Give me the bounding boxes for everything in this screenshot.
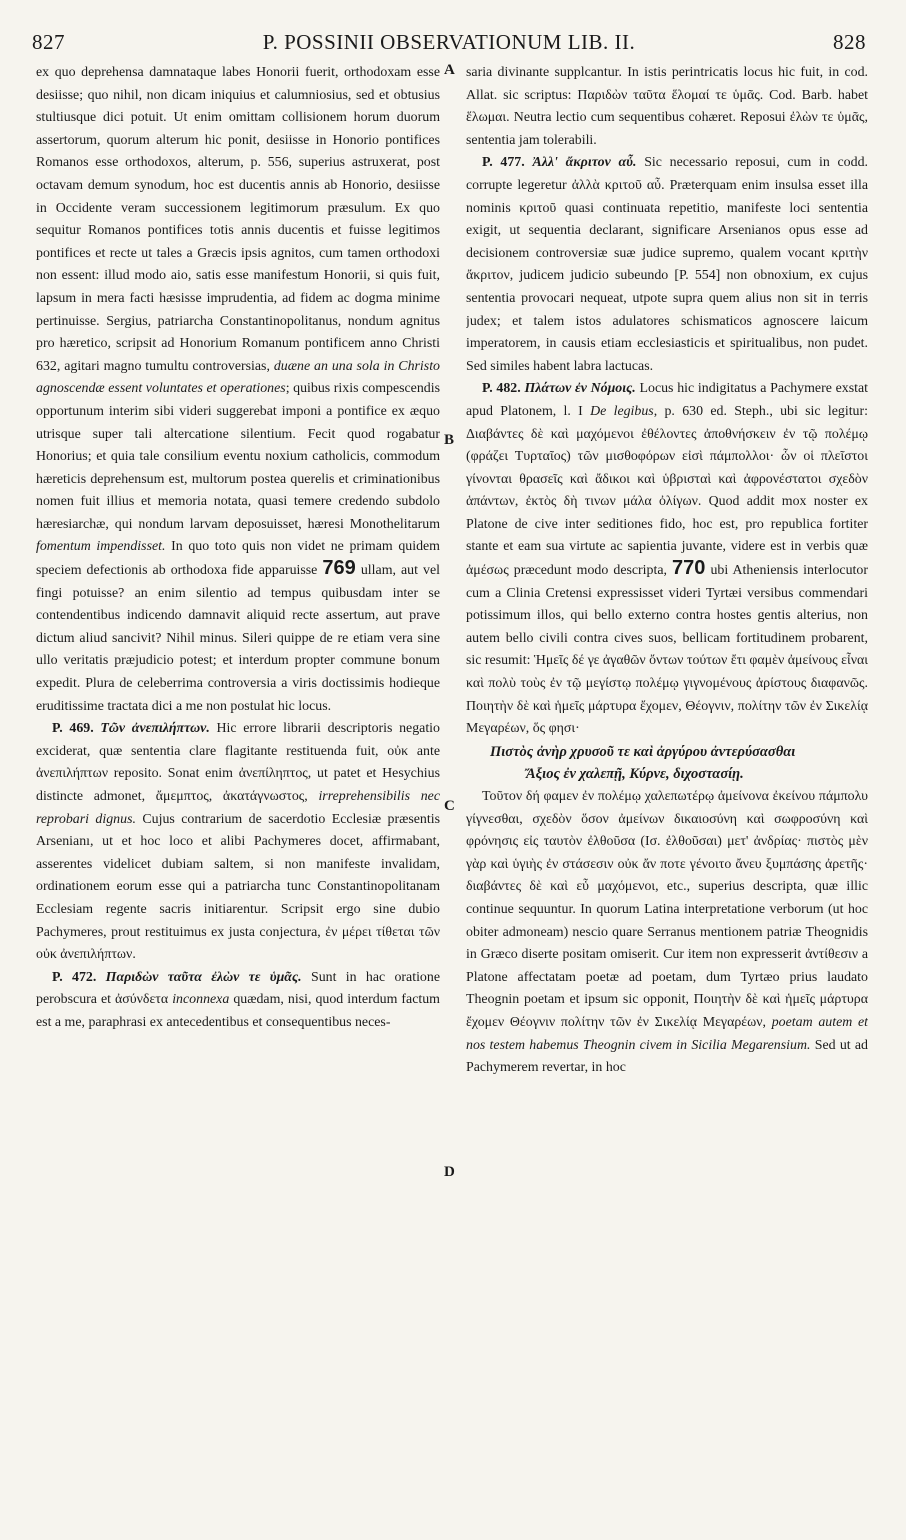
verse-line-1: Πιστὸς ἀνὴρ χρυσοῦ τε καὶ ἀργύρου ἀντερύσασθαι bbox=[490, 743, 796, 760]
page-reference: P. 477. bbox=[482, 155, 525, 171]
right-paragraph-1: saria divinante supplcantur. In istis perintricatis locus hic fuit, in cod. Allat. sic scriptus: Παριδὼν ταῦτα ἕλομαί τε ὑμᾶς. Cod. Barb. habet ἕλωμαι. Neutra lectio cum sequentibus cohæret. Reposui ἐλὼν τε ὑμᾶς, sententia jam tolerabili. bbox=[466, 65, 868, 148]
lemma: Τῶν ἀνεπιλήπτων. bbox=[100, 721, 210, 737]
italic-phrase: irreprehensibilis nec reprobari dignus. bbox=[36, 789, 440, 827]
margin-marker-b: B bbox=[444, 432, 455, 448]
left-paragraph-3: P. 472. Παριδὼν ταῦτα ἐλὼν τε ὑμᾶς. Sunt in hac oratione perobscura et ἀσύνδετα inconnexa quædam, nisi, quod interdum factum est a me, paraphrasi ex antecedentibus et consequentibus neces- bbox=[36, 969, 440, 1030]
lemma: Παριδὼν ταῦτα ἐλὼν τε ὑμᾶς. bbox=[105, 969, 302, 985]
italic-phrase: fomentum impendisset. bbox=[36, 539, 166, 555]
page-reference: P. 472. bbox=[52, 969, 97, 985]
left-paragraph-2: P. 469. Τῶν ἀνεπιλήπτων. Hic errore librarii descriptoris negatio exciderat, quæ sententia clare flagitante restituenda fuit, οὐκ ante ἀνεπιλήπτων reposito. Sonat enim ἀνεπίληπτος, ut patet et Hesychius distincte admonet, ἄμεμπτος, ἀκατάγνωστος, irreprehensibilis nec reprobari dignus. Cujus contrarium de sacerdotio Ecclesiæ præsentis Arsenianı, ut et hoc loco et alibi Pachymeres docet, affirmabant, asserentes videlicet dubiam saltem, si non manifeste invalidam, ordinationem eorum esse qui a patriarcha tunc Constantinopolitanam Ecclesiam regente sacris initiarentur. Scripsit ergo sine dubio Pachymeres, prout restituimus ex justa conjectura, ἐν μέρει τίθεται τῶν οὐκ ἀνεπιλήπτων. bbox=[36, 721, 440, 963]
edition-page-number: 770 bbox=[672, 557, 706, 580]
page-reference: P. 482. bbox=[482, 381, 521, 397]
left-paragraph-1: ex quo deprehensa damnataque labes Honorii fuerit, orthodoxam esse desiisse; quo nihil, non dicam iniquius et calumniosius, sed et obtusius stultiusque dici potuit. Ut enim omittam collisionem horum duorum assertorum, quorum alterum hic ponit, desiisse in Honorio pontifices Romanos esse orthodoxos, alterum, p. 556, superius astruxerat, post octavam demum synodum, hoc est ducentis annis ab Honorio, desiisse in Occidente veram successionem legitimorum præsulum. Ex quo sequitur Romanos pontifices totis annis ducentis et fuisse legitimos pontifices et recte ut tales a Græcis ipsis agnitos, cum tamen orthodoxi non essent: illud modo aio, satis esse manifestum Honorii, si quis fuit, lapsum in mera facti hæsisse imprudentia, ad fidem ac dogma minime pertinuisse. Sergius, patriarcha Constantinopolitanus, nondum agnitus pro hæretico, scripsit ad Honorium Romanum pontificem anno Christi 632, agitari magno tumultu controversias, duæne an una sola in Christo agnoscendæ essent voluntates et operationes; quibus rixis compescendis opportunum interim sibi videri suggerebat imponi a pontifice ex æquo utrisque super tali altercatione silentium. Fecit quod rogabatur Honorius; et quia tale consilium eventu noxium catholicis, commodum hæreticis deprehensum est, multorum postea querelis et criminationibus nomen fuit illius et memoria notata, quasi temere credendo subdolo hæresiarchæ, qui nondum larvam deposuisset, hæresi Monothelitarum fomentum impendisset. In quo toto quis non videt ne primam quidem speciem defectionis ab orthodoxa fide apparuisse 769 ullam, aut vel fingi potuisse? an enim silentio ad tempus quibusdam inter se contendentibus indicendo damnavit aliquid recte assertum, aut prave dictum aliud sancivit? Nihil minus. Sileri quippe de re etiam vera sine ullo veritatis præjudicio potest; et interdum propter commune bonum expedit. Plura de celeberrima controversia a viris doctissimis hodieque eruditissime tractata dici a me non postulat hic locus. bbox=[36, 65, 440, 714]
right-paragraph-2: P. 477. Ἀλλ' ἄκριτον αὖ. Sic necessario reposui, cum in codd. corrupte legeretur ἀλλὰ κριτοῦ αὖ. Præterquam enim insulsa esset illa nominis κριτοῦ quasi continuata repetitio, manifeste loci sententia exigit, ut sequentia declarant, significare Arsenianos opus esse ad decisionem controversiæ suæ judice supremo, qualem vocant κριτὴν ἄκριτον, judicem judicio subeundo [P. 554] non obnoxium, ex cujus sententia provocari nequeat, utpote supra quem alius non sit in terris judex; et talem istos adulatores schismaticos agnoscere laicum imperatorem, in causis etiam ecclesiasticis et spiritualibus, non pudet. Sed similes habent labra lactucas. bbox=[466, 155, 868, 374]
edition-page-number: 769 bbox=[322, 557, 356, 580]
right-paragraph-3: P. 482. Πλάτων ἐν Νόμοις. Locus hic indigitatus a Pachymere exstat apud Platonem, l. I De legibus, p. 630 ed. Steph., ubi sic legitur: Διαβάντες δὲ καὶ μαχόμενοι ἐθέλοντες ἀποθνήσκειν ἐν τῷ πολέμῳ (φράζει Τυρταῖος) τῶν μισθοφόρων εἰσὶ πάμπολλοι· ὧν οἱ πλεῖστοι γίνονται θρασεῖς καὶ ἄδικοι καὶ ὑβρισταὶ καὶ ἀφρονέστατοι σχεδὸν ἁπάντων, ἐκτὸς δὴ τινων μάλα ὀλίγων. Quod addit mox noster ex Platone de cive inter seditiones fido, hoc est, pro republica fortiter stante et eam sua virtute ac sapientia juvante, videre est in verbis quæ ἀμέσως præcedunt modo descripta, 770 ubi Atheniensis interlocutor cum a Clinia Cretensi expressisset videri Tyrtæi versibus commendari potissimum illos, qui bello externo contra hostes gentis alterius, non autem bello civili contra cives suos, bellicam fortitudinem probarent, sic resumit: Ἡμεῖς δέ γε ἀγαθῶν ὄντων τούτων ἔτι φαμὲν ἀμείνους εἶναι καὶ πολὺ τοὺς ἐν τῷ μεγίστῳ πολέμῳ γιγνομένους ἀρίστους διαφανῶς. Ποιητὴν δὲ καὶ ἡμεῖς μάρτυρα ἔχομεν, Θέογνιν, πολίτην τῶν ἐν Σικελίᾳ Μεγαρέων, ὅς φησι· bbox=[466, 381, 868, 737]
italic-phrase: poetam autem et nos testem habemus Theognin civem in Sicilia Megarensium. bbox=[466, 1014, 868, 1053]
lemma: Ἀλλ' ἄκριτον αὖ. bbox=[532, 155, 637, 171]
right-paragraph-4: Τοῦτον δή φαμεν ἐν πολέμῳ χαλεπωτέρῳ ἀμείνονα ἐκείνου πάμπολυ γίγνεσθαι, σχεδὸν ὅσον ἀμείνων δικαιοσύνη καὶ σωφροσύνη καὶ φρόνησις εἰς ταυτὸν ἐλθοῦσα (Ισ. ἐλθοῦσαι) μετ' ἀνδρίας· πιστὸς μὲν γὰρ καὶ ὑγιὴς ἐν στάσεσιν οὐκ ἄν ποτε γένοιτο ἄνευ ξυμπάσης ἀρετῆς· διαβάντες δὲ καὶ εὖ μαχόμενοι, etc., superius descripta, quæ illic continue sequuntur. In quorum Latina interpretatione verborum (ut hoc obiter admoneam) nescio quare Serranus mentionem patriæ Theognidis in Græco diserte positam omiserit. Cur item non expresserit ἀντίθεσιν a Platone affectatam poetæ ad poetam, dum Tyrtæo prius laudato Theognin poetam et ipsum sic opponit, Ποιητὴν δὲ καὶ ἡμεῖς μάρτυρα ἔχομεν Θέογνιν πολίτην τῶν ἐν Σικελίᾳ Μεγαρέων, poetam autem et nos testem habemus Theognin civem in Sicilia Megarensium. Sed ut ad Pachymerem revertar, in hoc bbox=[466, 789, 868, 1076]
lemma: Πλάτων ἐν Νόμοις. bbox=[524, 381, 636, 397]
margin-marker-a: A bbox=[444, 62, 455, 78]
running-head bbox=[32, 30, 866, 56]
italic-phrase: De legibus bbox=[590, 403, 654, 419]
italic-phrase: duæne an una sola in Christo agnoscendæ essent voluntates et operationes bbox=[36, 358, 440, 397]
running-title: P. POSSINII OBSERVATIONUM LIB. II. bbox=[262, 30, 636, 54]
page-number-left: 827 bbox=[32, 30, 65, 54]
page-number-right: 828 bbox=[833, 30, 866, 54]
italic-phrase: inconnexa bbox=[172, 992, 230, 1008]
verse-line-2: Ἄξιος ἐν χαλεπῇ, Κύρνε, διχοστασίῃ. bbox=[526, 766, 744, 783]
left-column bbox=[36, 62, 440, 1512]
margin-marker-d: D bbox=[444, 1164, 455, 1180]
right-column bbox=[466, 62, 868, 1512]
margin-marker-c: C bbox=[444, 798, 455, 814]
page-reference: P. 469. bbox=[52, 721, 94, 737]
